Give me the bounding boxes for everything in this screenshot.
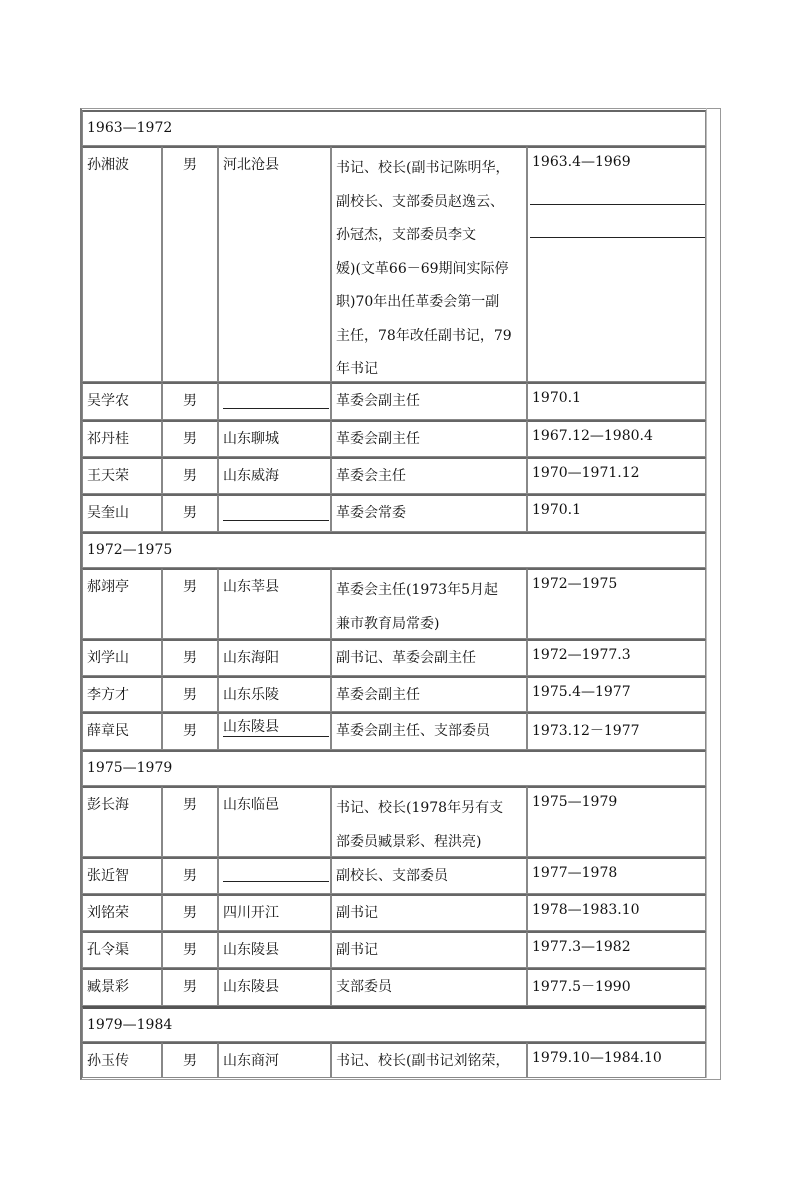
time: 1963.4—1969 xyxy=(532,154,631,170)
role: 革委会主任 xyxy=(336,468,406,484)
sex-cell xyxy=(162,857,218,894)
role-cell xyxy=(331,568,527,639)
name-cell xyxy=(82,568,162,639)
role-line: 革委会主任(1973年5月起 xyxy=(336,582,498,598)
sex: 男 xyxy=(183,468,197,484)
table-inner-border xyxy=(706,108,707,1078)
name: 刘铭荣 xyxy=(87,905,129,921)
place-cell xyxy=(218,1042,331,1078)
table-row xyxy=(82,786,706,857)
table-row xyxy=(82,494,706,532)
place-cell xyxy=(218,568,331,639)
name: 郝翊亭 xyxy=(87,579,129,595)
sex: 男 xyxy=(183,579,197,595)
sex-cell xyxy=(162,968,218,1006)
table-row xyxy=(82,639,706,676)
role: 革委会副主任 xyxy=(336,687,420,703)
place: 四川开江 xyxy=(223,905,279,921)
time-cell xyxy=(527,146,706,382)
name-cell xyxy=(82,382,162,420)
name-cell xyxy=(82,1042,162,1078)
table-row xyxy=(82,857,706,894)
role-text xyxy=(336,792,526,859)
time: 1973.12－1977 xyxy=(532,723,640,739)
name: 李方才 xyxy=(87,687,129,703)
sex-cell xyxy=(162,1042,218,1078)
role-text xyxy=(336,574,526,641)
role-cell xyxy=(331,639,527,676)
name-cell xyxy=(82,676,162,712)
time: 1970.1 xyxy=(532,390,581,406)
role: 书记、校长(副书记刘铭荣， xyxy=(336,1053,510,1069)
role-cell xyxy=(331,894,527,931)
place-cell xyxy=(218,786,331,857)
section-period: 1963—1972 xyxy=(87,120,173,136)
sex: 男 xyxy=(183,650,197,666)
name-cell xyxy=(82,494,162,532)
sex-cell xyxy=(162,676,218,712)
sex-cell xyxy=(162,420,218,457)
place: 山东陵县 xyxy=(223,719,279,735)
table-row xyxy=(82,931,706,968)
place: 山东莘县 xyxy=(223,579,279,595)
time-cell xyxy=(527,786,706,857)
place: 山东海阳 xyxy=(223,650,279,666)
name: 吴奎山 xyxy=(87,505,129,521)
place: 山东商河 xyxy=(223,1053,279,1069)
role: 副书记、革委会副主任 xyxy=(336,650,476,666)
role: 副书记 xyxy=(336,942,378,958)
section-header xyxy=(82,1006,706,1042)
role-cell xyxy=(331,382,527,420)
sex-cell xyxy=(162,382,218,420)
name-cell xyxy=(82,786,162,857)
time-cell xyxy=(527,457,706,494)
sex-cell xyxy=(162,568,218,639)
name: 彭长海 xyxy=(87,797,129,813)
blank-line xyxy=(223,520,329,521)
table-row xyxy=(82,457,706,494)
role: 副校长、支部委员 xyxy=(336,868,448,884)
time-cell xyxy=(527,968,706,1006)
time: 1978—1983.10 xyxy=(532,902,640,918)
role-line: 副校长、支部委员赵逸云、 xyxy=(336,193,504,210)
role-line: 兼市教育局常委) xyxy=(336,615,440,632)
role: 革委会副主任、支部委员 xyxy=(336,723,490,739)
sex: 男 xyxy=(183,868,197,884)
place-cell xyxy=(218,494,331,532)
time: 1975.4—1977 xyxy=(532,684,631,700)
table-row xyxy=(82,420,706,457)
role-text xyxy=(336,152,526,387)
name-cell xyxy=(82,968,162,1006)
time: 1975—1979 xyxy=(532,794,618,810)
role: 副书记 xyxy=(336,905,378,921)
rule-line xyxy=(530,237,705,238)
time-cell xyxy=(527,894,706,931)
time: 1977.3—1982 xyxy=(532,939,631,955)
section-header xyxy=(82,532,706,568)
role-line: 书记、校长(副书记陈明华， xyxy=(336,160,510,176)
role-cell xyxy=(331,457,527,494)
place: 山东陵县 xyxy=(223,942,279,958)
name: 刘学山 xyxy=(87,650,129,666)
name-cell xyxy=(82,712,162,750)
rule-line xyxy=(223,736,329,737)
place-cell xyxy=(218,968,331,1006)
sex-cell xyxy=(162,894,218,931)
name: 吴学农 xyxy=(87,393,129,409)
time-cell xyxy=(527,382,706,420)
blank-line xyxy=(223,408,329,409)
name: 祁丹桂 xyxy=(87,431,129,447)
role-line: 媛)(文革66－69期间实际停 xyxy=(336,260,509,277)
sex: 男 xyxy=(183,905,197,921)
sex-cell xyxy=(162,712,218,750)
role-cell xyxy=(331,968,527,1006)
name: 臧景彩 xyxy=(87,979,129,995)
table-row xyxy=(82,146,706,382)
table-row xyxy=(82,1042,706,1078)
role-cell xyxy=(331,420,527,457)
role-line: 书记、校长(1978年另有支 xyxy=(336,800,504,816)
place-cell xyxy=(218,894,331,931)
time: 1977.5－1990 xyxy=(532,979,631,995)
section-period: 1979—1984 xyxy=(87,1017,173,1033)
section-period: 1975—1979 xyxy=(87,760,173,776)
role-cell xyxy=(331,494,527,532)
place-cell xyxy=(218,146,331,382)
name-cell xyxy=(82,420,162,457)
role-cell xyxy=(331,712,527,750)
time-cell xyxy=(527,639,706,676)
time: 1972—1977.3 xyxy=(532,647,631,663)
role-cell xyxy=(331,1042,527,1078)
sex-cell xyxy=(162,931,218,968)
name: 孙湘波 xyxy=(87,157,129,173)
place: 山东临邑 xyxy=(223,797,279,813)
time-cell xyxy=(527,568,706,639)
role: 革委会常委 xyxy=(336,505,406,521)
name: 张近智 xyxy=(87,868,129,884)
sex: 男 xyxy=(183,157,197,173)
role-line: 部委员臧景彩、程洪亮) xyxy=(336,833,482,850)
table-row xyxy=(82,894,706,931)
role-line: 职)70年出任革委会第一副 xyxy=(336,294,500,310)
time-cell xyxy=(527,857,706,894)
role-line: 主任，78年改任副书记，79 xyxy=(336,327,512,344)
place: 山东威海 xyxy=(223,468,279,484)
role: 支部委员 xyxy=(336,979,392,995)
sex: 男 xyxy=(183,797,197,813)
sex: 男 xyxy=(183,431,197,447)
time-cell xyxy=(527,1042,706,1078)
name-cell xyxy=(82,457,162,494)
time-cell xyxy=(527,931,706,968)
table-row xyxy=(82,712,706,750)
table-row xyxy=(82,968,706,1006)
section-period: 1972—1975 xyxy=(87,542,173,558)
rule-line xyxy=(530,204,705,205)
place-cell xyxy=(218,639,331,676)
blank-line xyxy=(223,881,329,882)
place: 山东陵县 xyxy=(223,979,279,995)
name: 王天荣 xyxy=(87,468,129,484)
sex: 男 xyxy=(183,393,197,409)
sex-cell xyxy=(162,786,218,857)
place-cell xyxy=(218,931,331,968)
place-cell xyxy=(218,457,331,494)
time: 1979.10—1984.10 xyxy=(532,1050,662,1066)
section-header xyxy=(82,750,706,786)
time-cell xyxy=(527,712,706,750)
time: 1972—1975 xyxy=(532,576,618,592)
place-cell xyxy=(218,676,331,712)
sex-cell xyxy=(162,457,218,494)
sex: 男 xyxy=(183,723,197,739)
name-cell xyxy=(82,146,162,382)
time-cell xyxy=(527,420,706,457)
sex-cell xyxy=(162,146,218,382)
role-line: 年书记 xyxy=(336,361,378,377)
place-cell xyxy=(218,712,331,750)
place-cell xyxy=(218,382,331,420)
time: 1977—1978 xyxy=(532,865,618,881)
table-row xyxy=(82,568,706,639)
role-cell xyxy=(331,786,527,857)
role-cell xyxy=(331,146,527,382)
name-cell xyxy=(82,639,162,676)
place: 山东聊城 xyxy=(223,431,279,447)
time: 1970.1 xyxy=(532,502,581,518)
role: 革委会副主任 xyxy=(336,393,420,409)
name: 薛章民 xyxy=(87,723,129,739)
name: 孔令渠 xyxy=(87,942,129,958)
place-cell xyxy=(218,420,331,457)
name-cell xyxy=(82,894,162,931)
time-cell xyxy=(527,494,706,532)
sex: 男 xyxy=(183,505,197,521)
role-cell xyxy=(331,676,527,712)
place: 河北沧县 xyxy=(223,157,279,173)
time: 1967.12—1980.4 xyxy=(532,428,653,444)
section-header xyxy=(82,110,706,146)
place-cell xyxy=(218,857,331,894)
name-cell xyxy=(82,857,162,894)
name: 孙玉传 xyxy=(87,1053,129,1069)
place: 山东乐陵 xyxy=(223,687,279,703)
table-row xyxy=(82,382,706,420)
role-line: 孙冠杰，支部委员李文 xyxy=(336,227,476,243)
role-cell xyxy=(331,931,527,968)
sex: 男 xyxy=(183,979,197,995)
table-row xyxy=(82,676,706,712)
name-cell xyxy=(82,931,162,968)
sex-cell xyxy=(162,639,218,676)
sex: 男 xyxy=(183,1053,197,1069)
time: 1970—1971.12 xyxy=(532,465,640,481)
time-cell xyxy=(527,676,706,712)
role: 革委会副主任 xyxy=(336,431,420,447)
sex-cell xyxy=(162,494,218,532)
sex: 男 xyxy=(183,687,197,703)
sex: 男 xyxy=(183,942,197,958)
role-cell xyxy=(331,857,527,894)
